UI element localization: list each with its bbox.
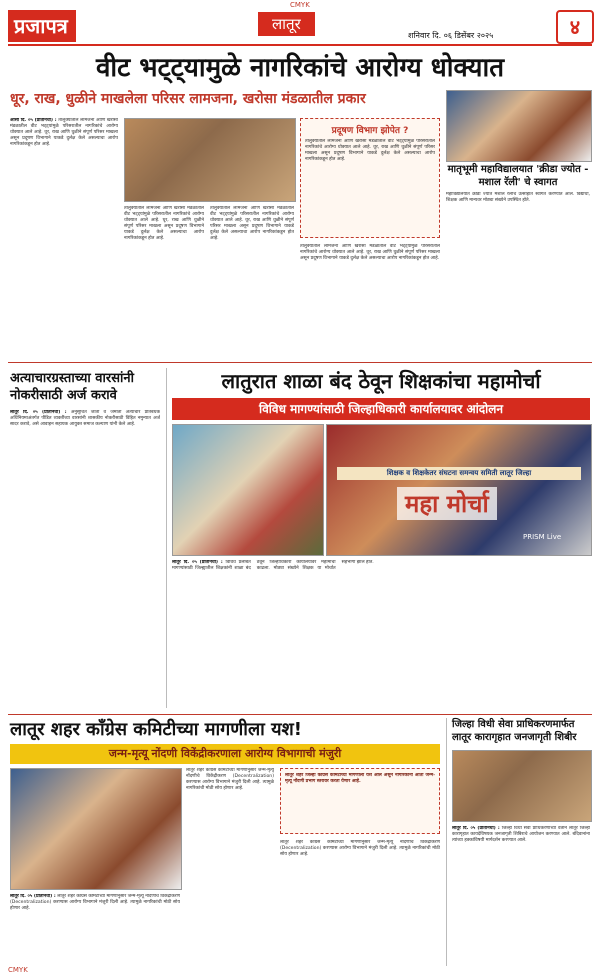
prison-camp-photo	[452, 750, 592, 822]
quote-box	[280, 768, 440, 834]
bottom-story-text-3: लातूर शहर काँग्रेस कमिटीच्या मागणीनुसार जन्म-मृत्यू नोंदणीचे विकेंद्रीकरण (Decentralization) करण्यास आरोग्य विभागाने मंजुरी दिली आहे. त्यामुळे नागरिकांची मोठी सोय होणार आहे.	[10, 894, 180, 911]
info-box-body: तालुक्यातील लामजना आणि खरोसा मंडळातील वीट भट्ट्यांमुळे परिसरातील नागरिकांचे आरोग्य धोक्यात आले आहे. धूर, राख आणि धुळीने संपूर्ण परिसर माखला असून प्रदूषण विभागाने याकडे दुर्लक्ष केले असल्याचा आरोप नागरिकांकडून होत आहे.	[305, 139, 435, 162]
column-divider	[166, 368, 167, 708]
masthead	[8, 10, 592, 46]
main-story-headline: लातुरात शाळा बंद ठेवून शिक्षकांचा महामोर्चा	[221, 369, 541, 393]
bottom-story-body-3	[10, 894, 180, 964]
left-story-body	[10, 410, 160, 710]
main-story-text: विविध प्रलंबित मागण्यांसाठी जिल्ह्यातील शिक्षकांनी शाळा बंद ठेवून जिल्हाधिकारी कार्यालयावर महामोर्चा काढला. मोठ्या संख्येने शिक्षक या मोर्चात सहभागी झाले होते.	[172, 560, 374, 571]
newspaper-logo: प्रजापत्र	[8, 10, 76, 42]
cmyk-mark-top: CMYK	[290, 1, 310, 9]
bottom-story-body-2	[280, 840, 440, 964]
bottom-story-quote: लातूर शहर जिल्हा काँग्रेस कमिटीच्या मागणीला यश आले असून नागरिकांना आता जन्म-मृत्यू नोंदणी प्रभाग स्तरावर करता येणार आहे.	[285, 773, 435, 784]
bottom-story-headline: लातूर शहर काँग्रेस कमिटीच्या मागणीला यश!	[10, 719, 302, 740]
photo-watermark: PRISM Live	[523, 533, 562, 541]
right-bottom-headline: जिल्हा विधी सेवा प्राधिकरणमार्फत लातूर कारागृहात जनजागृती शिबीर	[452, 719, 577, 743]
lead-column-2	[124, 206, 204, 358]
lead-column-1	[10, 118, 118, 358]
cmyk-mark-bottom: CMYK	[8, 966, 28, 974]
right-bottom-body	[452, 826, 590, 964]
side-story-text: महाविद्यालयात क्रीडा ज्योत मशाल रॅलीचे उत्साहात स्वागत करण्यात आले. विद्यार्थी, शिक्षक आणि मान्यवर मोठ्या संख्येने उपस्थित होते.	[446, 192, 590, 203]
edition-badge: लातूर	[258, 12, 315, 36]
bottom-story-text-1: लातूर शहर काँग्रेस कमिटीच्या मागणीनुसार जन्म-मृत्यू नोंदणीचे विकेंद्रीकरण (Decentralization) करण्यास आरोग्य विभागाने मंजुरी दिली आहे. त्यामुळे नागरिकांची मोठी सोय होणार आहे.	[186, 768, 274, 791]
main-story-subheadline: विविध मागण्यांसाठी जिल्हाधिकारी कार्यालयावर आंदोलन	[172, 398, 590, 420]
divider	[8, 362, 592, 363]
column-divider-2	[446, 718, 447, 966]
dateline: शनिवार दि. ०६ डिसेंबर २०२५	[408, 31, 494, 40]
right-bottom-byline: लातूर दि. ०५ (प्रतिनिधी) :	[452, 826, 500, 831]
lead-subheadline: धूर, राख, धुळीने माखलेला परिसर लामजना, खरोसा मंडळातील प्रकार	[10, 91, 366, 107]
info-box	[300, 118, 440, 238]
bottom-story-subheadline: जन्म-मृत्यू नोंदणी विकेंद्रीकरणाला आरोग्य विभागाची मंजुरी	[10, 744, 440, 764]
rally-photo	[446, 90, 592, 162]
main-story-body	[172, 560, 590, 710]
protest-banner-1: शिक्षक व शिक्षकेतर संघटना समन्वय समिती लातूर जिल्हा	[337, 467, 581, 480]
left-story-text: अनुसूचित जाती व जमाती अत्याचार प्रतिबंधक अधिनियमाअंतर्गत पीडित व्यक्तींच्या वारसांनी शासकीय नोकरीसाठी विहित नमुन्यात अर्ज सादर करावे, असे आवाहन सहायक आयुक्त समाज कल्याण यांनी केले आहे.	[10, 410, 160, 427]
info-box-title: प्रदूषण विभाग झोपेत ?	[331, 126, 409, 136]
lead-column-4	[300, 244, 440, 358]
bottom-story-byline: लातूर दि. ०५ (प्रतिनिधी) :	[10, 894, 56, 899]
brick-kiln-photo	[124, 118, 296, 202]
lead-headline: वीट भट्ट्यामुळे नागरिकांचे आरोग्य धोक्यात	[95, 53, 505, 83]
right-bottom-text: जिल्हा विधी सेवा प्राधिकरणाच्या वतीने लातूर जिल्हा कारागृहात कायदेविषयक जनजागृती शिबिराचे आयोजन करण्यात आले. बंदिवानांना त्यांच्या हक्कांविषयी मार्गदर्शन करण्यात आले.	[452, 826, 590, 843]
divider-2	[8, 714, 592, 715]
lead-byline: औसा दि. ०५ (प्रतिनिधी) :	[10, 118, 57, 123]
congress-meeting-photo	[10, 768, 182, 890]
protest-banner-2: महा मोर्चा	[397, 487, 497, 520]
side-story-headline: मातृभूमी महाविद्यालयात 'क्रीडा ज्योत - मशाल रॅली' चे स्वागत	[447, 164, 589, 188]
lead-body-cont-1: तालुक्यातील लामजना आणि खरोसा मंडळातील वीट भट्ट्यांमुळे परिसरातील नागरिकांचे आरोग्य धोक्यात आले आहे. धूर, राख आणि धुळीने संपूर्ण परिसर माखला असून प्रदूषण विभागाने याकडे दुर्लक्ष केले असल्याचा आरोप नागरिकांकडून होत आहे.	[124, 206, 204, 241]
protest-photo-1	[172, 424, 324, 556]
lead-body-cont-2: तालुक्यातील लामजना आणि खरोसा मंडळातील वीट भट्ट्यांमुळे परिसरातील नागरिकांचे आरोग्य धोक्यात आले आहे. धूर, राख आणि धुळीने संपूर्ण परिसर माखला असून प्रदूषण विभागाने याकडे दुर्लक्ष केले असल्याचा आरोप नागरिकांकडून होत आहे.	[210, 206, 294, 241]
protest-photo-2	[326, 424, 592, 556]
bottom-story-text-2: लातूर शहर काँग्रेस कमिटीच्या मागणीनुसार जन्म-मृत्यू नोंदणीचे विकेंद्रीकरण (Decentralization) करण्यास आरोग्य विभागाने मंजुरी दिली आहे. त्यामुळे नागरिकांची मोठी सोय होणार आहे.	[280, 840, 440, 857]
left-story-byline: लातूर दि. ०५ (प्रतिनिधी) :	[10, 410, 67, 415]
bottom-story-body-1	[186, 768, 274, 964]
lead-column-3	[210, 206, 294, 358]
left-story-headline: अत्याचारग्रस्ताच्या वारसांनी नोकरीसाठी अर्ज करावे	[10, 371, 134, 403]
lead-body: तालुक्यातील लामजना आणि खरोसा मंडळातील वीट भट्ट्यांमुळे परिसरातील नागरिकांचे आरोग्य धोक्यात आले आहे. धूर, राख आणि धुळीने संपूर्ण परिसर माखला असून प्रदूषण विभागाने याकडे दुर्लक्ष केले असल्याचा आरोप नागरिकांकडून होत आहे.	[10, 118, 118, 147]
page-number: ४	[556, 10, 594, 44]
side-story-body	[446, 192, 590, 358]
lead-body-cont-3: तालुक्यातील लामजना आणि खरोसा मंडळातील वीट भट्ट्यांमुळे परिसरातील नागरिकांचे आरोग्य धोक्यात आले आहे. धूर, राख आणि धुळीने संपूर्ण परिसर माखला असून प्रदूषण विभागाने याकडे दुर्लक्ष केले असल्याचा आरोप नागरिकांकडून होत आहे.	[300, 244, 440, 261]
main-story-byline: लातूर दि. ०५ (प्रतिनिधी) :	[172, 560, 223, 565]
